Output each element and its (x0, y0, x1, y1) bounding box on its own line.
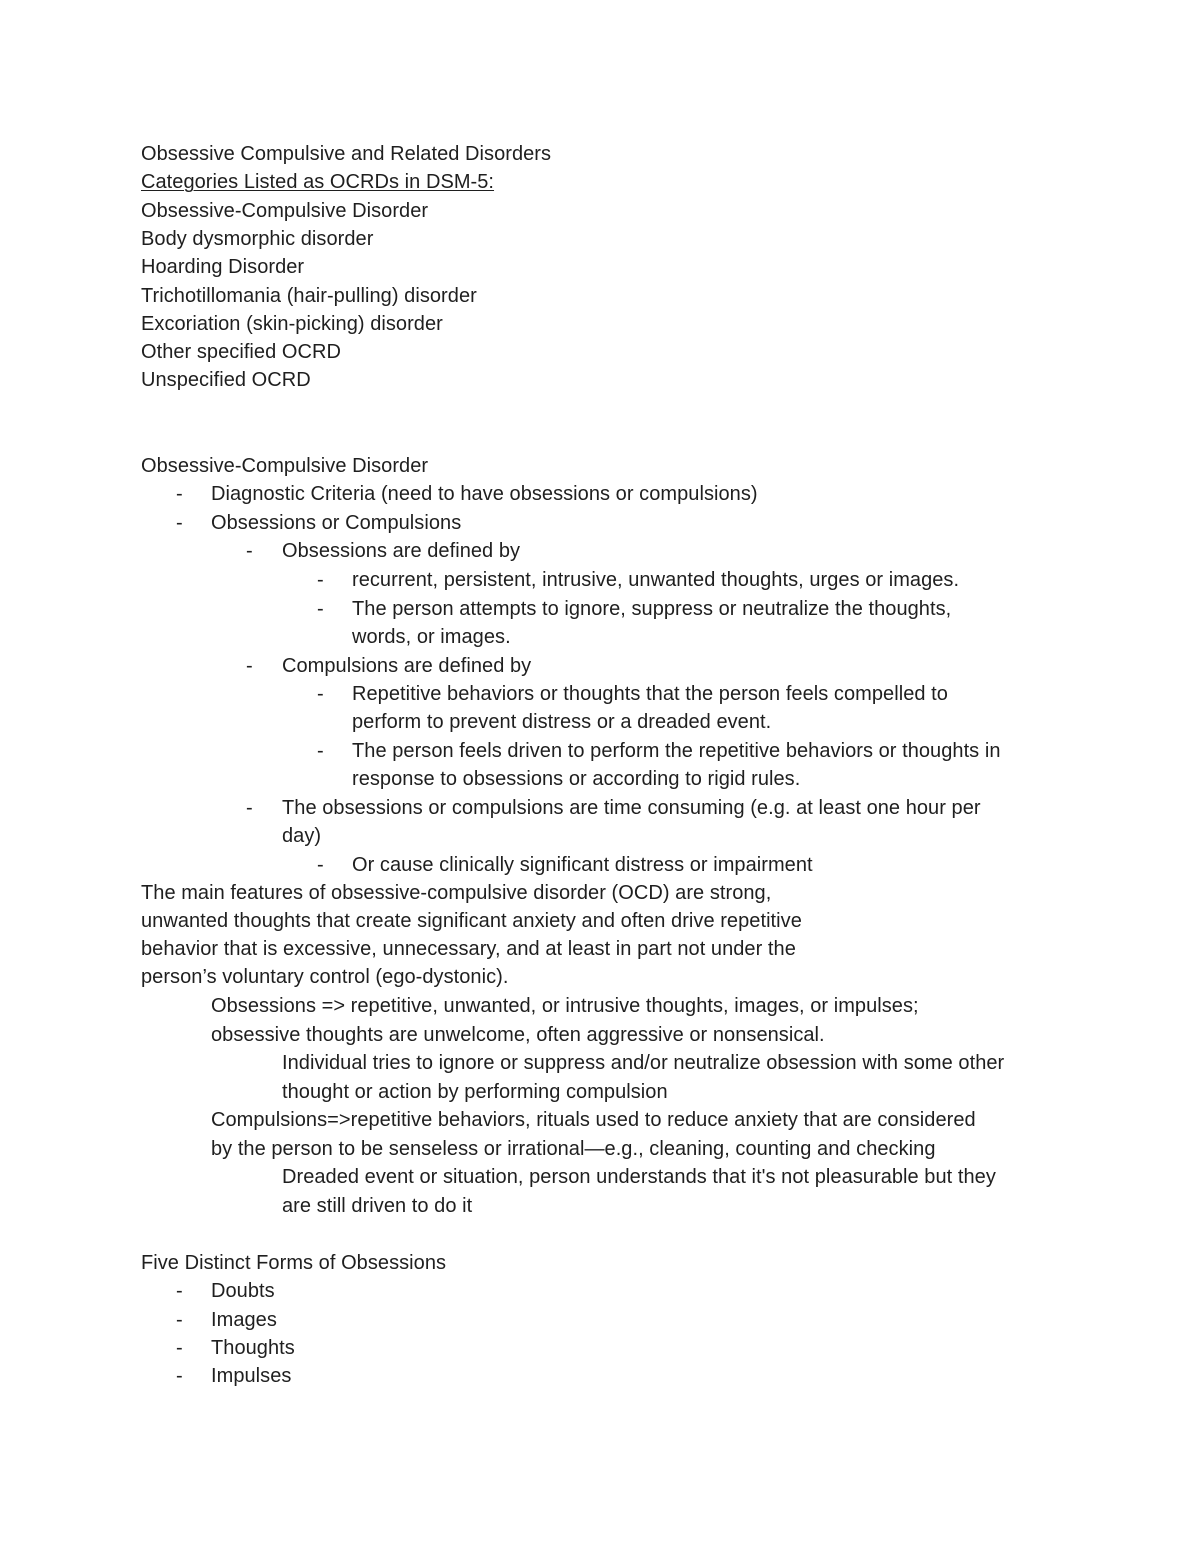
bullet-dash: - (176, 1280, 183, 1302)
category-item: Excoriation (skin-picking) disorder (141, 313, 443, 335)
category-item: Trichotillomania (hair-pulling) disorder (141, 285, 477, 307)
compulsion-criterion: The person feels driven to perform the repetitive behaviors or thoughts in (352, 740, 1001, 762)
obsessions-sub-line: thought or action by performing compulsion (282, 1081, 668, 1103)
obsession-form-item: Impulses (211, 1365, 292, 1387)
bullet-dash: - (246, 797, 253, 819)
time-consuming-criterion: The obsessions or compulsions are time consuming (e.g. at least one hour per (282, 797, 981, 819)
category-item: Other specified OCRD (141, 341, 341, 363)
ocd-diagnostic-criteria: Diagnostic Criteria (need to have obsessions or compulsions) (211, 483, 758, 505)
main-features-line: behavior that is excessive, unnecessary, and at least in part not under the (141, 938, 796, 960)
obsessions-sub-line: Individual tries to ignore or suppress and/or neutralize obsession with some other (282, 1052, 1005, 1074)
compulsion-criterion-continued: response to obsessions or according to rigid rules. (352, 768, 801, 790)
obsession-criterion-continued: words, or images. (352, 626, 511, 648)
bullet-dash: - (176, 512, 183, 534)
bullet-dash: - (176, 483, 183, 505)
main-features-line: unwanted thoughts that create significant anxiety and often drive repetitive (141, 910, 802, 932)
ocd-obsessions-or-compulsions: Obsessions or Compulsions (211, 512, 462, 534)
bullet-dash: - (317, 854, 324, 876)
five-forms-heading: Five Distinct Forms of Obsessions (141, 1252, 447, 1274)
category-item: Unspecified OCRD (141, 369, 311, 391)
obsession-form-item: Images (211, 1309, 277, 1331)
obsessions-defined-by: Obsessions are defined by (282, 540, 521, 562)
compulsions-defined-by: Compulsions are defined by (282, 655, 532, 677)
obsessions-note-line: Obsessions => repetitive, unwanted, or intrusive thoughts, images, or impulses; (211, 995, 919, 1017)
obsessions-note-line: obsessive thoughts are unwelcome, often aggressive or nonsensical. (211, 1024, 825, 1046)
document-title: Obsessive Compulsive and Related Disorders (141, 143, 552, 165)
obsession-form-item: Doubts (211, 1280, 275, 1302)
category-item: Hoarding Disorder (141, 256, 305, 278)
bullet-dash: - (317, 683, 324, 705)
compulsion-criterion: Repetitive behaviors or thoughts that the person feels compelled to (352, 683, 948, 705)
compulsion-criterion-continued: perform to prevent distress or a dreaded event. (352, 711, 772, 733)
compulsions-note-line: Compulsions=>repetitive behaviors, rituals used to reduce anxiety that are considered (211, 1109, 976, 1131)
bullet-dash: - (317, 569, 324, 591)
impairment-criterion: Or cause clinically significant distress or impairment (352, 854, 813, 876)
bullet-dash: - (176, 1337, 183, 1359)
bullet-dash: - (317, 740, 324, 762)
main-features-line: The main features of obsessive-compulsive disorder (OCD) are strong, (141, 882, 772, 904)
bullet-dash: - (176, 1365, 183, 1387)
bullet-dash: - (246, 655, 253, 677)
category-item: Body dysmorphic disorder (141, 228, 374, 250)
categories-heading: Categories Listed as OCRDs in DSM-5: (141, 171, 495, 193)
obsession-criterion: The person attempts to ignore, suppress or neutralize the thoughts, (352, 598, 952, 620)
compulsions-sub-line: Dreaded event or situation, person understands that it's not pleasurable but they (282, 1166, 996, 1188)
ocd-heading: Obsessive-Compulsive Disorder (141, 455, 429, 477)
category-item: Obsessive-Compulsive Disorder (141, 200, 429, 222)
compulsions-sub-line: are still driven to do it (282, 1195, 473, 1217)
bullet-dash: - (246, 540, 253, 562)
main-features-line: person’s voluntary control (ego-dystonic). (141, 966, 509, 988)
time-consuming-criterion-continued: day) (282, 825, 322, 847)
compulsions-note-line: by the person to be senseless or irrational—e.g., cleaning, counting and checking (211, 1138, 936, 1160)
bullet-dash: - (317, 598, 324, 620)
obsession-form-item: Thoughts (211, 1337, 295, 1359)
obsession-criterion: recurrent, persistent, intrusive, unwanted thoughts, urges or images. (352, 569, 960, 591)
bullet-dash: - (176, 1309, 183, 1331)
